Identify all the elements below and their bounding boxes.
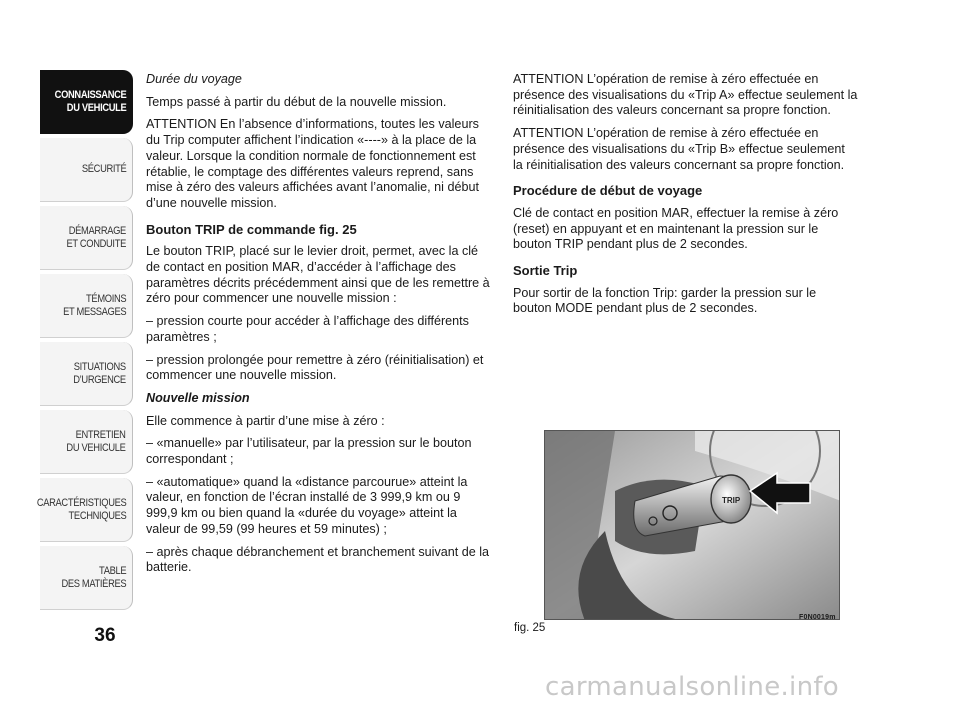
right-column [513, 72, 858, 324]
sidebar-item-securite[interactable] [40, 138, 133, 202]
sidebar-item-label: ENTRETIEN DU VEHICULE [66, 428, 126, 454]
sidebar-item-label: DÉMARRAGE ET CONDUITE [66, 224, 126, 250]
attention-trip-b: ATTENTION L’opération de remise à zéro effectuée en présence des visualisations du «Trip B» effectue seulement la réinitialisation des valeurs concernant sa propre fonction. [513, 126, 845, 172]
automatique-item: – «automatique» quand la «distance parcourue» atteint la valeur, en fonction de l’écran installé de 3 999,9 km ou 9 999,9 km ou bien quand la «durée du voyage» atteint la valeur de 99,59 (99 heures et 59 minutes) ; [146, 474, 468, 536]
attention-note: ATTENTION En l’absence d’informations, toutes les valeurs du Trip computer affichent l’indication «----» à la place de la valeur. Lorsque la condition normale de fonctionnement est rétablie, le comptage des différentes valeurs reprend, sans mise à zéro des valeurs affichées avant l’anomalie, ni début d’une nouvelle mission. [146, 117, 479, 210]
trip-lever-illustration [544, 430, 840, 620]
manuelle-item: – «manuelle» par l’utilisateur, par la pression sur le bouton correspondant ; [146, 436, 472, 467]
sidebar-nav [36, 70, 133, 614]
sidebar-item-entretien-du-vehicule[interactable] [40, 410, 133, 474]
figure-code: F0N0019m [799, 614, 836, 621]
sidebar-item-connaissance-du-vehicule[interactable] [40, 70, 133, 134]
batterie-item: – après chaque débranchement et branchement suivant de la batterie. [146, 544, 490, 575]
trip-button-label: TRIP [722, 496, 741, 505]
watermark: carmanualsonline.info [545, 672, 840, 702]
nouvelle-mission-text: Elle commence à partir d’une mise à zéro : [146, 413, 385, 428]
page-number: 36 [94, 625, 116, 646]
sidebar-item-situations-d-urgence[interactable] [40, 342, 133, 406]
sortie-trip-text: Pour sortir de la fonction Trip: garder la pression sur le bouton MODE pendant plus de 2 secondes. [513, 285, 817, 316]
trip-lever-drawing [545, 431, 840, 620]
bouton-trip-heading: Bouton TRIP de commande fig. 25 [146, 221, 357, 237]
attention-trip-a: ATTENTION L’opération de remise à zéro effectuée en présence des visualisations du «Trip A» effectue seulement la réinitialisation des valeurs concernant sa propre fonction. [513, 72, 858, 118]
nouvelle-mission-heading: Nouvelle mission [146, 390, 250, 405]
sidebar-item-caracteristiques-techniques[interactable] [36, 478, 133, 542]
procedure-heading: Procédure de début de voyage [513, 183, 703, 199]
duree-heading: Durée du voyage [146, 72, 242, 86]
sidebar-item-label: CARACTÉRISTIQUES TECHNIQUES [36, 496, 126, 522]
sortie-trip-heading: Sortie Trip [513, 263, 578, 279]
left-column [146, 72, 491, 583]
sidebar-item-temoins-et-messages[interactable] [40, 274, 133, 338]
pression-courte-item: – pression courte pour accéder à l’affichage des différents paramètres ; [146, 314, 469, 344]
procedure-text: Clé de contact en position MAR, effectuer la remise à zéro (reset) en appuyant et en maintenant la pression sur le bouton TRIP pendant plus de 2 secondes. [513, 205, 839, 252]
sidebar-item-label: SÉCURITÉ [81, 163, 126, 175]
duree-text: Temps passé à partir du début de la nouvelle mission. [146, 94, 447, 109]
sidebar-item-label: SITUATIONS D’URGENCE [73, 360, 126, 386]
figure-caption: fig. 25 [514, 622, 546, 634]
sidebar-item-table-des-matieres[interactable] [40, 546, 133, 610]
bouton-trip-text: Le bouton TRIP, placé sur le levier droit, permet, avec la clé de contact en position MAR, d’accéder à l’affichage des paramètres décrits précédemment ainsi que de les remettre à zéro pour commencer une nouvelle mission : [146, 244, 490, 306]
sidebar-item-demarrage-et-conduite[interactable] [40, 206, 133, 270]
pression-longue-item: – pression prolongée pour remettre à zéro (réinitialisation) et commencer une nouvelle mission. [146, 352, 484, 383]
sidebar-item-label: TÉMOINS ET MESSAGES [62, 292, 126, 318]
sidebar-item-label: TABLE DES MATIÈRES [61, 564, 126, 590]
sidebar-item-label: CONNAISSANCE DU VEHICULE [54, 88, 126, 114]
